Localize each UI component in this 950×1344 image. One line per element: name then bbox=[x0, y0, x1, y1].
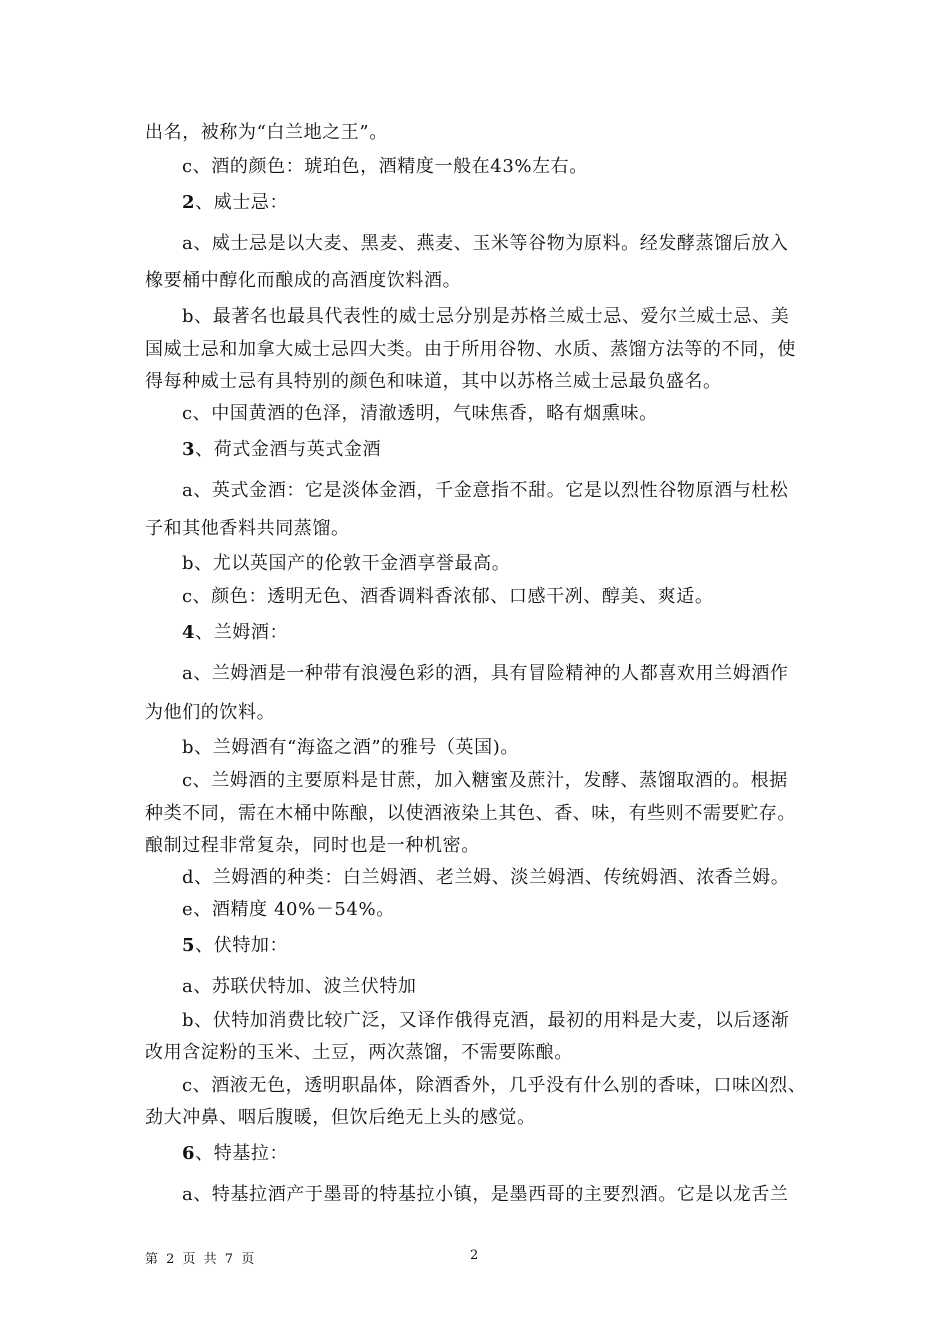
section-title: 、威士忌： bbox=[195, 192, 289, 213]
section-number: 5 bbox=[182, 935, 196, 956]
paragraph-line: c、兰姆酒的主要原料是甘蔗，加入糖蜜及蔗汁，发酵、蒸馏取酒的。根据 bbox=[182, 770, 788, 791]
paragraph-line: 子和其他香料共同蒸馏。 bbox=[145, 518, 350, 539]
section-number: 4 bbox=[182, 622, 196, 643]
section-title: 、伏特加： bbox=[195, 935, 289, 956]
paragraph-line: d、兰姆酒的种类：白兰姆酒、老兰姆、淡兰姆酒、传统姆酒、浓香兰姆。 bbox=[182, 867, 790, 888]
paragraph-line: b、最著名也最具代表性的威士忌分别是苏格兰威士忌、爱尔兰威士忌、美 bbox=[182, 306, 790, 327]
paragraph-line: a、特基拉酒产于墨哥的特基拉小镇，是墨西哥的主要烈酒。它是以龙舌兰 bbox=[182, 1184, 789, 1205]
paragraph-line: b、兰姆酒有“海盗之酒”的雅号（英国)。 bbox=[182, 737, 519, 758]
section-heading-whisky bbox=[182, 192, 288, 214]
paragraph-line: 得每种威士忌有具特别的颜色和味道，其中以苏格兰威士忌最负盛名。 bbox=[145, 371, 722, 392]
paragraph-line: 改用含淀粉的玉米、土豆，两次蒸馏，不需要陈酿。 bbox=[145, 1042, 573, 1063]
section-title: 、特基拉： bbox=[195, 1143, 289, 1164]
paragraph-line: 国威士忌和加拿大威士忌四大类。由于所用谷物、水质、蒸馏方法等的不同，使 bbox=[145, 339, 796, 360]
section-title: 、荷式金酒与英式金酒 bbox=[195, 439, 382, 460]
paragraph-line: a、苏联伏特加、波兰伏特加 bbox=[182, 976, 417, 997]
paragraph-line: a、威士忌是以大麦、黑麦、燕麦、玉米等谷物为原料。经发酵蒸馏后放入 bbox=[182, 233, 789, 254]
section-title: 、兰姆酒： bbox=[195, 622, 289, 643]
paragraph-line: e、酒精度 40%－54%。 bbox=[182, 899, 395, 920]
section-heading-vodka bbox=[182, 935, 288, 957]
paragraph-line: 橡要桶中醇化而酿成的高酒度饮料酒。 bbox=[145, 270, 462, 291]
page-number: 2 bbox=[470, 1248, 479, 1263]
paragraph-line: 为他们的饮料。 bbox=[145, 702, 276, 723]
section-heading-rum bbox=[182, 622, 288, 644]
section-number: 3 bbox=[182, 439, 196, 460]
section-heading-gin bbox=[182, 439, 381, 461]
paragraph-line: 种类不同，需在木桶中陈酿，以使酒液染上其色、香、味，有些则不需要贮存。 bbox=[145, 803, 796, 824]
paragraph-line: c、中国黄酒的色泽，清澈透明，气味焦香，略有烟熏味。 bbox=[182, 403, 658, 424]
paragraph-line: b、伏特加消费比较广泛，又译作俄得克酒，最初的用料是大麦，以后逐渐 bbox=[182, 1010, 790, 1031]
paragraph-line: a、兰姆酒是一种带有浪漫色彩的酒，具有冒险精神的人都喜欢用兰姆酒作 bbox=[182, 663, 789, 684]
paragraph-line: b、尤以英国产的伦敦干金酒享誉最高。 bbox=[182, 553, 511, 574]
page-of-label: 第 2 页 共 7 页 bbox=[145, 1252, 257, 1267]
paragraph-line: c、颜色：透明无色、酒香调料香浓郁、口感干冽、醇美、爽适。 bbox=[182, 586, 714, 607]
section-number: 2 bbox=[182, 192, 196, 213]
section-number: 6 bbox=[182, 1143, 196, 1164]
paragraph-line: c、酒的颜色：琥珀色，酒精度一般在43%左右。 bbox=[182, 156, 588, 177]
paragraph-line: 劲大冲鼻、咽后腹暖，但饮后绝无上头的感觉。 bbox=[145, 1107, 536, 1128]
paragraph-line: 出名，被称为“白兰地之王”。 bbox=[145, 122, 388, 143]
paragraph-line: c、酒液无色，透明职晶体，除酒香外，几乎没有什么别的香味，口味凶烈、 bbox=[182, 1075, 807, 1096]
paragraph-line: a、英式金酒：它是淡体金酒，千金意指不甜。它是以烈性谷物原酒与杜松 bbox=[182, 480, 789, 501]
section-heading-tequila bbox=[182, 1143, 288, 1165]
paragraph-line: 酿制过程非常复杂，同时也是一种机密。 bbox=[145, 835, 480, 856]
